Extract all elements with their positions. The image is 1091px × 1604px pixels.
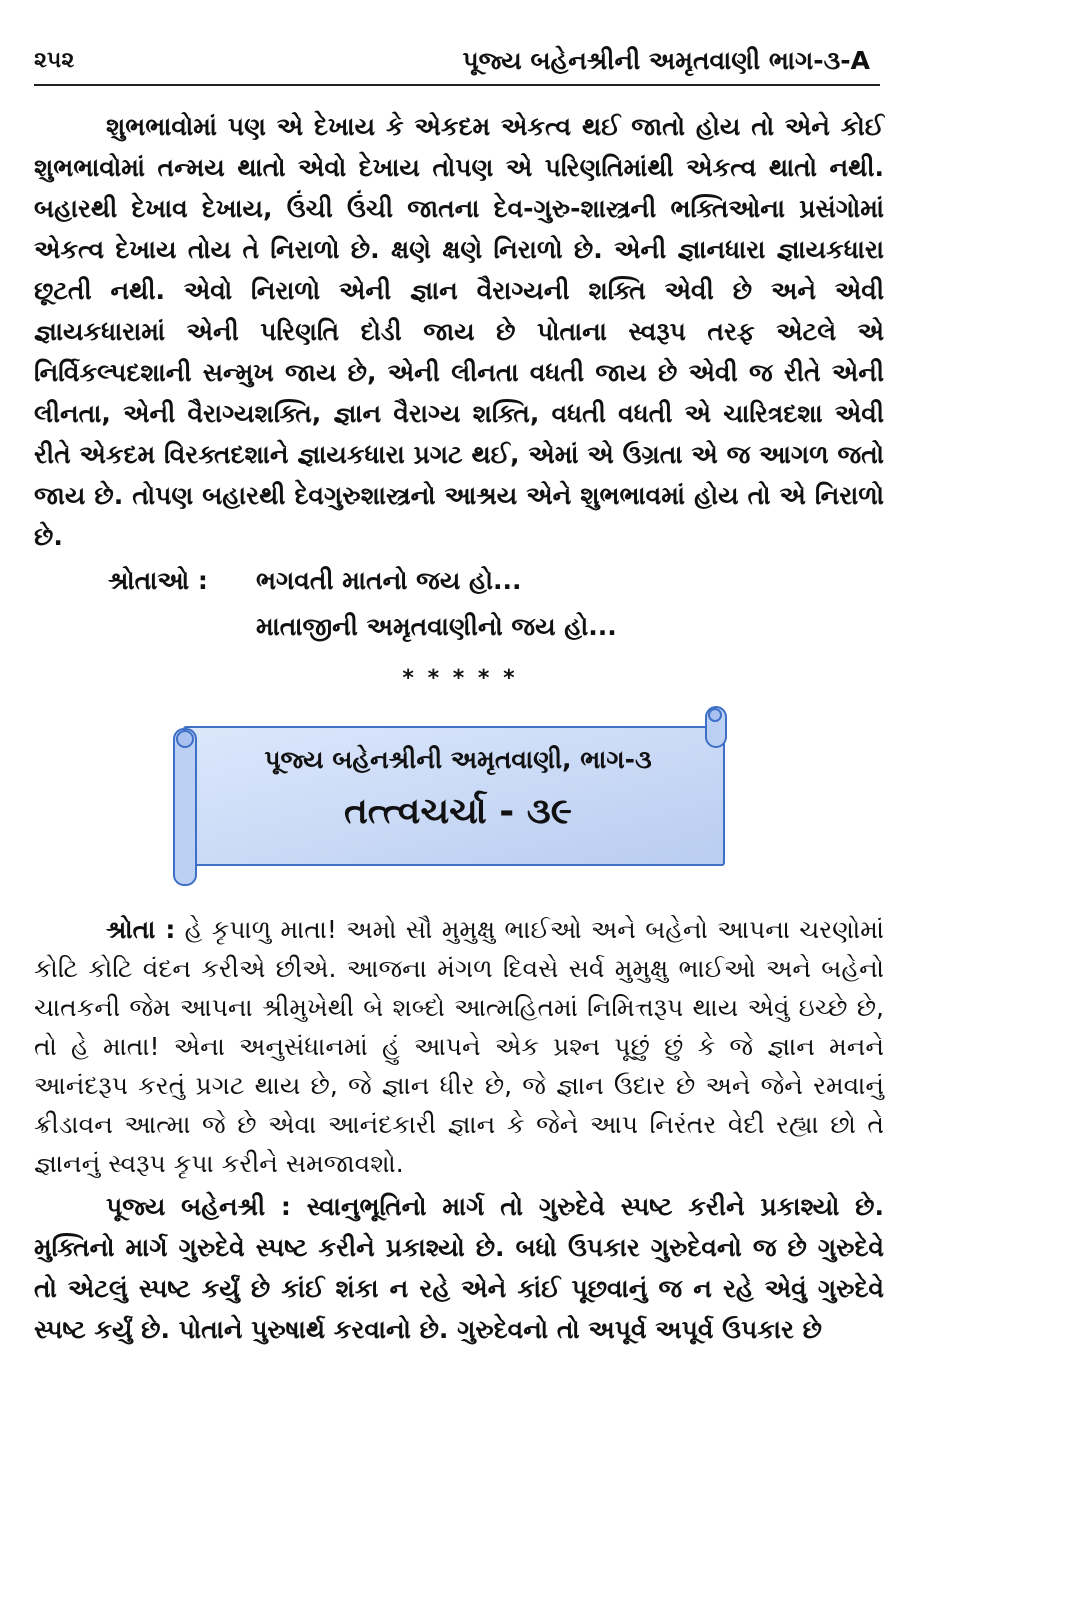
question-text: હે કૃપાળુ માતા! અમો સૌ મુમુક્ષુ ભાઈઓ અને બહેનો આપના ચરણોમાં કોટિ કોટિ વંદન કરીએ છીએ. આજના મંગળ દિવસે સર્વ મુમુક્ષુ ભાઈઓ અને બહેનો ચાતકની જેમ આપના શ્રીમુખેથી બે શબ્દો આત્મહિતમાં નિમિત્તરૂપ થાય એવું ઇચ્છે છે, તો હે માતા! એના અનુસંધાનમાં હું આપને એક પ્રશ્ન પૂછું છું કે જે જ્ઞાન મનને આનંદરૂપ કરતું પ્રગટ થાય છે, જે જ્ઞાન ધીર છે, જે જ્ઞાન ઉદાર છે અને જેને રમવાનું ક્રીડાવન આત્મા જે છે એવા આનંદકારી જ્ઞાન કે જેને આપ નિરંતર વેદી રહ્યા છો તે જ્ઞાનનું સ્વરૂપ કૃપા કરીને સમજાવશો. (34, 915, 884, 1178)
chapter-title: તત્ત્વચર્ચા - ૩૯ (343, 791, 573, 832)
paragraph-1: શુભભાવોમાં પણ એ દેખાય કે એકદમ એકત્વ થઈ જાતો હોય તો એને કોઈ શુભભાવોમાં તન્મય થાતો એવો દેખાય તોપણ એ પરિણતિમાંથી એકત્વ થાતો નથી. બહારથી દેખાવ દેખાય, ઉંચી ઉંચી જાતના દેવ-ગુરુ-શાસ્ત્રની ભક્તિઓના પ્રસંગોમાં એકત્વ દેખાય તોય તે નિરાળો છે. ક્ષણે ક્ષણે નિરાળો છે. એની જ્ઞાનધારા જ્ઞાયકધારા છૂટતી નથી. એવો નિરાળો એની જ્ઞાન વૈરાગ્યની શક્તિ એવી છે અને એવી જ્ઞાયકધારામાં એની પરિણતિ દોડી જાય છે પોતાના સ્વરૂપ તરફ એટલે એ નિર્વિકલ્પદશાની સન્મુખ જાય છે, એની લીનતા વધતી જાય છે એવી જ રીતે એની લીનતા, એની વૈરાગ્યશક્તિ, જ્ઞાન વૈરાગ્ય શક્તિ, વધતી વધતી એ ચારિત્રદશા એવી રીતે એકદમ વિરક્તદશાને જ્ઞાયકધારા પ્રગટ થઈ, એમાં એ ઉગ્રતા એ જ આગળ જતો જાય છે. તોપણ બહારથી દેવગુરુશાસ્ત્રનો આશ્રય એને શુભભાવમાં હોય તો એ નિરાળો છે. (34, 112, 884, 551)
section-separator: * * * * * (402, 666, 518, 691)
answer-paragraph (34, 1186, 884, 1350)
question-paragraph (34, 910, 884, 1183)
chapter-scroll-banner (170, 703, 730, 893)
answer-text: સ્વાનુભૂતિનો માર્ગ તો ગુરુદેવે સ્પષ્ટ કરીને પ્રકાશ્યો છે. મુક્તિનો માર્ગ ગુરુદેવે સ્પષ્ટ કરીને પ્રકાશ્યો છે. બધો ઉપકાર ગુરુદેવનો જ છે ગુરુદેવે તો એટલું સ્પષ્ટ કર્યું છે કાંઈ શંકા ન રહે એને કાંઈ પૂછવાનું જ ન રહે એવું ગુરુદેવે સ્પષ્ટ કર્યું છે. પોતાને પુરુષાર્થ કરવાનો છે. ગુરુદેવનો તો અપૂર્વ અપૂર્વ ઉપકાર છે (34, 1192, 884, 1344)
listeners-line-1: ભગવતી માતનો જય હો... (256, 566, 522, 595)
running-title: પૂજ્ય બહેનશ્રીની અમૃતવાણી ભાગ-૩-A (462, 46, 870, 75)
listeners-block (108, 558, 808, 650)
scroll-subtitle: પૂજ્ય બહેનશ્રીની અમૃતવાણી, ભાગ-૩ (264, 745, 652, 774)
answer-speaker: પૂજ્ય બહેનશ્રી : (106, 1192, 291, 1221)
question-speaker: શ્રોતા : (106, 915, 176, 944)
listeners-line-2: માતાજીની અમૃતવાણીનો જય હો... (256, 612, 617, 641)
listeners-label: શ્રોતાઓ : (108, 566, 208, 595)
page-number: ૨૫૨ (34, 48, 75, 73)
page-header (34, 44, 880, 86)
